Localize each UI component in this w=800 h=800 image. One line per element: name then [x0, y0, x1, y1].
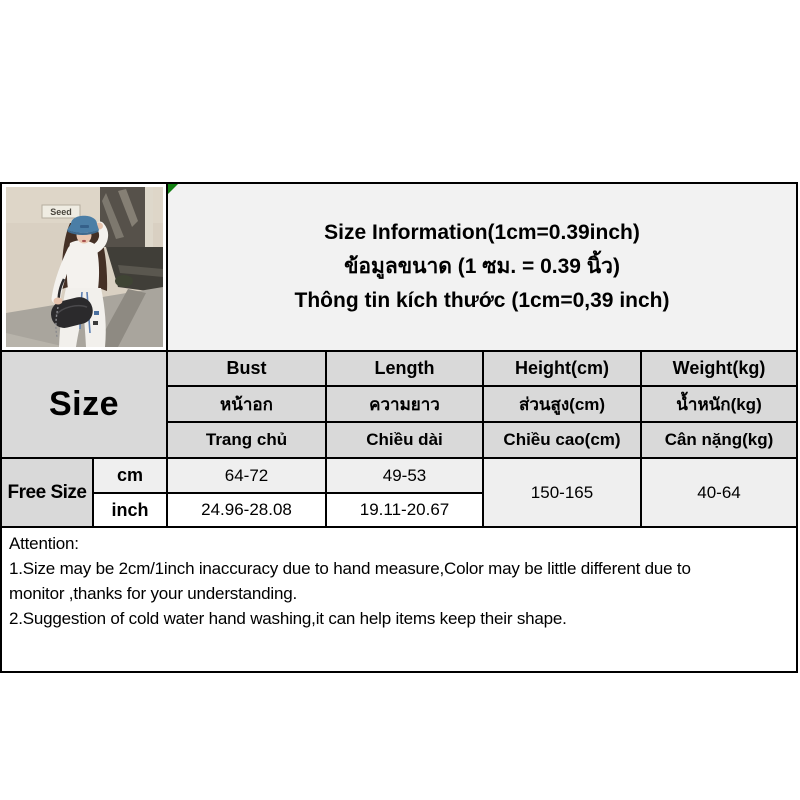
size-info-title-cell: [167, 183, 797, 351]
header-weight-th: น้ำหนัก(kg): [641, 386, 797, 422]
header-bust-vi: Trang chủ: [167, 422, 326, 458]
size-table: [0, 182, 798, 673]
attention-row: [1, 527, 797, 672]
header-weight-en: Weight(kg): [641, 351, 797, 386]
header-weight-vi: Cân nặng(kg): [641, 422, 797, 458]
header-height-th: ส่วนสูง(cm): [483, 386, 641, 422]
header-height-vi: Chiều cao(cm): [483, 422, 641, 458]
title-english: Size Information(1cm=0.39inch): [324, 221, 640, 244]
title-thai: ข้อมูลขนาด (1 ซม. = 0.39 นิ้ว): [344, 255, 620, 278]
size-corner-label: Size: [1, 351, 167, 458]
model-photo: [6, 187, 163, 347]
length-cm-value: 49-53: [326, 458, 483, 493]
header-bust-th: หน้าอก: [167, 386, 326, 422]
attention-note1-line1: 1.Size may be 2cm/1inch inaccuracy due to hand measure,Color may be little different due to: [9, 559, 691, 578]
model-photo-cell: [1, 183, 167, 351]
title-vietnamese: Thông tin kích thước (1cm=0,39 inch): [294, 289, 670, 312]
bust-cm-value: 64-72: [167, 458, 326, 493]
attention-note2: 2.Suggestion of cold water hand washing,it can help items keep their shape.: [9, 609, 567, 628]
data-row-cm: [1, 458, 797, 493]
wall-sign-text: Seed: [49, 207, 72, 217]
unit-cm-label: cm: [93, 458, 167, 493]
attention-note1-line2: monitor ,thanks for your understanding.: [9, 584, 297, 603]
weight-range-value: 40-64: [641, 458, 797, 527]
header-bust-en: Bust: [167, 351, 326, 386]
length-inch-value: 19.11-20.67: [326, 493, 483, 527]
attention-note: [1, 527, 797, 672]
header-length-en: Length: [326, 351, 483, 386]
wall-sign: [42, 205, 80, 218]
bust-inch-value: 24.96-28.08: [167, 493, 326, 527]
header-height-en: Height(cm): [483, 351, 641, 386]
header-length-th: ความยาว: [326, 386, 483, 422]
size-chart-sheet: [0, 182, 797, 673]
header-row-english: [1, 351, 797, 386]
attention-heading: Attention:: [9, 534, 79, 553]
cell-comment-triangle-icon: [168, 184, 178, 194]
photo-title-row: [1, 183, 797, 351]
free-size-label: Free Size: [1, 458, 93, 527]
header-length-vi: Chiều dài: [326, 422, 483, 458]
unit-inch-label: inch: [93, 493, 167, 527]
height-range-value: 150-165: [483, 458, 641, 527]
